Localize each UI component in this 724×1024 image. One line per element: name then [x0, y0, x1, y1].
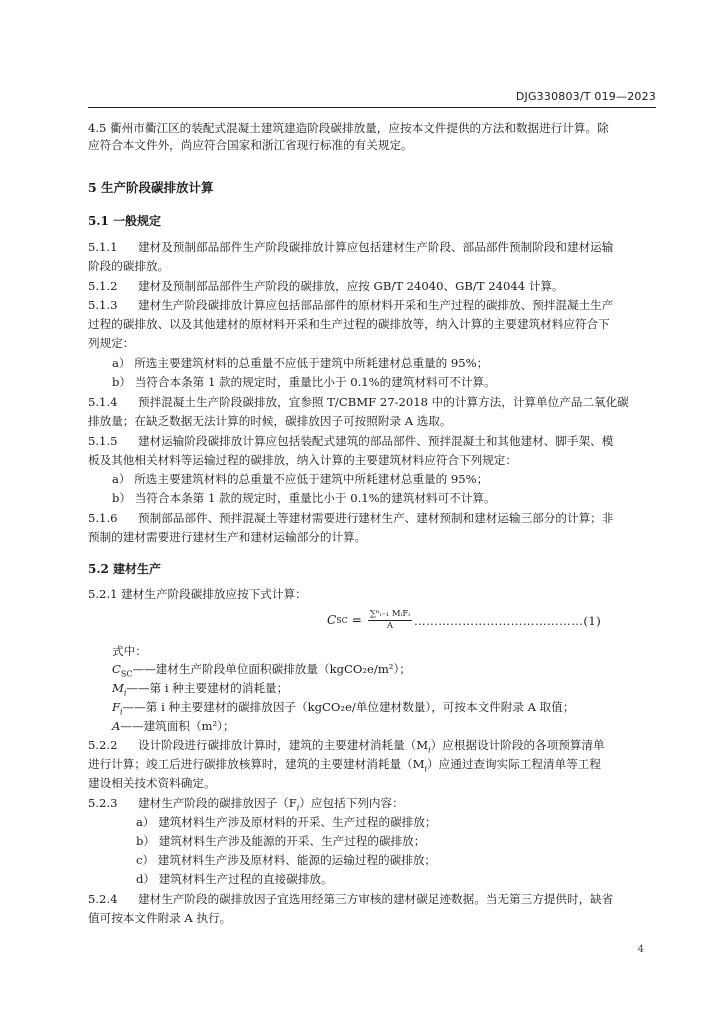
clause-5-1-3-line1	[88, 298, 613, 313]
para-4-5-line2: 应符合本文件外，尚应符合国家和浙江省现行标准的有关规定。	[88, 138, 413, 152]
clause-number: 5.1.4	[88, 395, 118, 409]
clause-5-1-4-line1	[88, 395, 629, 410]
clause-text: 预拌混凝土生产阶段碳排放，宜参照 T/CBMF 27-2018 中的计算方法，计算单位产品二氧化碳	[138, 395, 629, 409]
var-def-fi	[112, 700, 574, 719]
section-5-heading: 5 生产阶段碳排放计算	[88, 180, 214, 195]
clause-5-2-2-line3: 建设相关技术资料确定。	[88, 776, 216, 790]
var-def-a	[112, 719, 235, 734]
list-item-b: b） 当符合本条第 1 款的规定时，重量比小于 0.1%的建筑材料可不计算。	[112, 491, 496, 505]
formula-lhs: C	[327, 613, 337, 627]
formula-lhs-sub: SC	[336, 615, 348, 625]
para-4-5-line1: 4.5 衢州市衢江区的装配式混凝土建筑建造阶段碳排放量，应按本文件提供的方法和数据进行计算。除	[88, 121, 609, 135]
list-item-b: b） 建筑材料生产涉及能源的开采、生产过程的碳排放；	[136, 834, 426, 848]
var-description: ——第 i 种主要建材的碳排放因子（kgCO₂e/单位建材数量），可按本文件附录 A 取值；	[122, 700, 575, 714]
list-item-a: a） 所选主要建筑材料的总重量不应低于建筑中所耗建材总重量的 95%；	[112, 356, 489, 370]
clause-text: 设计阶段进行碳排放计算时，建筑的主要建材消耗量（M	[138, 738, 429, 752]
var-subscript: i	[123, 688, 127, 698]
var-description: ——建材生产阶段单位面积碳排放量（kgCO₂e/m²）；	[132, 662, 411, 676]
clause-text: 建材及预制部品部件生产阶段的碳排放，应按 GB/T 24040、GB/T 24044 计算。	[138, 279, 564, 293]
clause-5-2-3	[88, 796, 404, 815]
clause-number: 5.1.5	[88, 434, 118, 448]
clause-text: 建材生产阶段碳排放计算应包括部品部件的原材料开采和生产过程的碳排放、预拌混凝土生产	[138, 298, 614, 312]
var-def-csc	[112, 662, 411, 681]
section-5-1-heading: 5.1 一般规定	[88, 214, 162, 228]
formula-leader-number: ……………………………………(1)	[414, 614, 602, 628]
clause-5-1-6-line2: 预制的建材需要进行建材生产和建材运输部分的计算。	[88, 530, 367, 544]
clause-text: 预制部品部件、预拌混凝土等建材需要进行建材生产、建材预制和建材运输三部分的计算；非	[138, 511, 614, 525]
clause-number: 5.1.1	[88, 240, 118, 254]
clause-number: 5.2.2	[88, 738, 118, 752]
var-def-mi	[112, 681, 288, 700]
clause-5-1-5-line1	[88, 434, 613, 449]
clause-5-2-2-line2	[88, 757, 601, 776]
clause-5-2-1: 5.2.1 建材生产阶段碳排放应按下式计算：	[88, 587, 307, 601]
var-symbol: C	[112, 662, 121, 676]
clause-5-1-6-line1	[88, 511, 613, 526]
where-label: 式中：	[112, 644, 147, 658]
list-item-c: c） 建筑材料生产涉及原材料、能源的运输过程的碳排放；	[136, 853, 437, 867]
clause-text-cont: ）应通过查询实际工程清单等工程	[427, 757, 601, 771]
clause-5-2-2-line1	[88, 738, 605, 757]
document-code: DJG330803/T 019—2023	[515, 90, 656, 103]
clause-number: 5.2.4	[88, 892, 118, 906]
clause-5-1-1-line2: 阶段的碳排放。	[88, 259, 170, 273]
formula-numerator: ∑ⁿᵢ₌₁ MᵢFᵢ	[369, 608, 410, 619]
clause-5-1-3-line2: 过程的碳排放、以及其他建材的原材料开采和生产过程的碳排放等，纳入计算的主要建筑材料应符合下	[88, 317, 610, 331]
list-item-d: d） 建筑材料生产过程的直接碳排放。	[136, 872, 333, 886]
formula-equals: =	[351, 613, 362, 627]
clause-5-1-3-line3: 列规定：	[88, 336, 135, 350]
var-subscript: i	[424, 764, 428, 774]
var-symbol: M	[112, 681, 124, 695]
var-description: ——第 i 种主要建材的消耗量；	[126, 681, 289, 695]
list-item-a: a） 建筑材料生产涉及原材料的开采、生产过程的碳排放；	[136, 815, 437, 829]
list-item-a: a） 所选主要建筑材料的总重量不应低于建筑中所耗建材总重量的 95%；	[112, 472, 489, 486]
clause-5-2-4-line2: 值可按本文件附录 A 执行。	[88, 911, 232, 925]
var-subscript: SC	[120, 669, 133, 679]
formula-1	[327, 606, 412, 634]
header-rule	[88, 107, 656, 108]
clause-text: 建材运输阶段碳排放计算应包括装配式建筑的部品部件、预拌混凝土和其他建材、脚手架、模	[138, 434, 614, 448]
clause-text: 进行计算；竣工后进行碳排放核算时，建筑的主要建材消耗量（M	[88, 757, 425, 771]
formula-denominator: A	[386, 620, 393, 631]
clause-5-1-1-line1	[88, 240, 613, 255]
var-subscript: i	[296, 803, 300, 813]
var-subscript: i	[428, 745, 431, 755]
clause-number: 5.1.2	[88, 279, 118, 293]
list-item-b: b） 当符合本条第 1 款的规定时，重量比小于 0.1%的建筑材料可不计算。	[112, 375, 496, 389]
clause-text: 建材生产阶段的碳排放因子（F	[138, 796, 297, 810]
var-symbol: F	[112, 700, 121, 714]
clause-number: 5.1.6	[88, 511, 118, 525]
clause-5-1-4-line2: 排放量；在缺乏数据无法计算的时候，碳排放因子可按照附录 A 选取。	[88, 414, 452, 428]
clause-5-1-2	[88, 279, 564, 294]
clause-5-2-4-line1	[88, 892, 613, 907]
formula-fraction	[368, 609, 412, 632]
clause-number: 5.2.3	[88, 796, 118, 810]
var-subscript: i	[120, 707, 123, 717]
clause-text: 建材生产阶段的碳排放因子宜选用经第三方审核的建材碳足迹数据。当无第三方提供时，缺省	[138, 892, 614, 906]
clause-5-1-5-line2: 板及其他相关材料等运输过程的碳排放，纳入计算的主要建筑材料应符合下列规定：	[88, 453, 517, 467]
var-symbol: A	[112, 719, 121, 733]
var-description: ——建筑面积（m²）；	[120, 719, 235, 733]
page-number: 4	[637, 944, 644, 955]
clause-text-cont: ）应包括下列内容：	[299, 796, 404, 810]
clause-text: 建材及预制部品部件生产阶段碳排放计算应包括建材生产阶段、部品部件预制阶段和建材运输	[138, 240, 614, 254]
clause-number: 5.1.3	[88, 298, 118, 312]
clause-text-cont: ）应根据设计阶段的各项预算清单	[430, 738, 605, 752]
section-5-2-heading: 5.2 建材生产	[88, 562, 162, 576]
